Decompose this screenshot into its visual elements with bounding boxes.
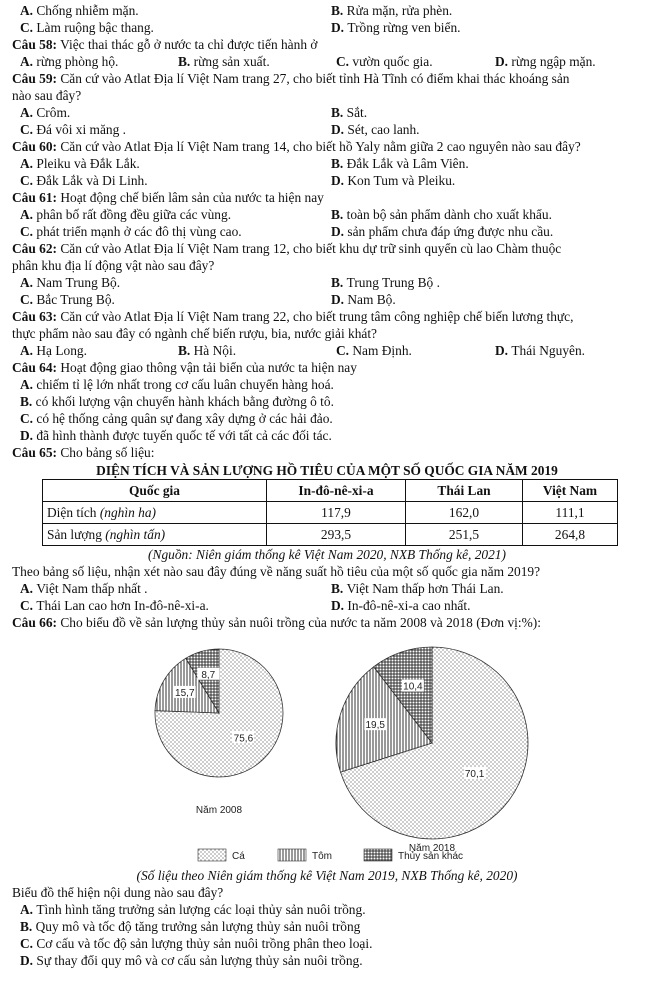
q57-option-b: B. Rửa mặn, rửa phèn. [331, 3, 453, 18]
q64-stem: Câu 64: Hoạt động giao thông vận tải biển của nước ta hiện nay [12, 360, 357, 375]
q57-option-d: D. Trồng rừng ven biển. [331, 20, 461, 35]
table-row [43, 502, 618, 524]
q65-stem: Câu 65: Cho bảng số liệu: [12, 445, 155, 460]
legend [198, 849, 463, 862]
q61-options [12, 206, 642, 223]
q64-option-c: C. có hệ thống cảng quân sự đang xây dựng ở các hải đảo. [20, 411, 333, 426]
q59-stem: Câu 59: Căn cứ vào Atlat Địa lí Việt Nam trang 27, cho biết tỉnh Hà Tĩnh có điểm khai thác khoáng sản [12, 71, 570, 86]
q62-stem: Câu 62: Căn cứ vào Atlat Địa lí Việt Nam trang 12, cho biết khu dự trữ sinh quyển cù lao Chàm thuộc [12, 241, 562, 256]
q60-option-a: A. Pleiku và Đắk Lắk. [20, 156, 140, 171]
q62-option-c: C. Bắc Trung Bộ. [20, 292, 115, 307]
slice-value-label: 70,1 [464, 769, 485, 781]
pie-group [155, 647, 528, 854]
table-title: DIỆN TÍCH VÀ SẢN LƯỢNG HỒ TIÊU CỦA MỘT SỐ QUỐC GIA NĂM 2019 [96, 463, 558, 478]
chart-note: (Số liệu theo Niên giám thống kê Việt Nam 2019, NXB Thống kê, 2020) [136, 868, 518, 883]
q64-option-b: B. có khối lượng vận chuyển hành khách bằng đường ô tô. [20, 394, 334, 409]
table-header: Quốc gia [43, 480, 267, 502]
q63-option-c: C. Nam Định. [336, 343, 412, 358]
q59-option-d: D. Sét, cao lanh. [331, 122, 420, 137]
q66-stem: Câu 66: Cho biểu đồ về sản lượng thủy sản nuôi trồng của nước ta năm 2008 và 2018 (Đơn vị:%): [12, 615, 541, 630]
table-cell: Sản lượng (nghìn tấn) [43, 524, 267, 546]
q63-stem-2: thực phẩm nào sau đây có ngành chế biến rượu, bia, nước giải khát? [12, 326, 378, 341]
q66-ask: Biểu đồ thể hiện nội dung nào sau đây? [12, 885, 224, 900]
q58-stem: Câu 58: Việc thai thác gỗ ở nước ta chỉ được tiến hành ở [12, 37, 318, 52]
q58-options [12, 53, 642, 70]
legend-label: Tôm [312, 851, 332, 862]
q59-option-a: A. Crôm. [20, 105, 71, 120]
table-cell: 117,9 [267, 502, 406, 524]
q60-options [12, 155, 642, 172]
q63-options [12, 342, 642, 359]
q59-option-c: C. Đá vôi xi măng . [20, 122, 127, 137]
table-cell: 251,5 [406, 524, 523, 546]
q57-options-2 [12, 19, 642, 36]
q61-stem: Câu 61: Hoạt động chế biến lâm sản của nước ta hiện nay [12, 190, 324, 205]
q61-option-b: B. toàn bộ sản phẩm dành cho xuất khẩu. [331, 207, 552, 222]
q65-options [12, 580, 642, 597]
slice-value-label: 75,6 [233, 733, 254, 745]
slice-value-label: 15,7 [175, 687, 195, 699]
table-header: Việt Nam [523, 480, 618, 502]
q63-option-a: A. Hạ Long. [20, 343, 87, 358]
q59-options-2 [12, 121, 642, 138]
legend-label: Cá [232, 851, 245, 862]
data-table [42, 479, 618, 546]
q66-option-c: C. Cơ cấu và tốc độ sản lượng thủy sản nuôi trồng phân theo loại. [20, 936, 373, 951]
q61-options-2 [12, 223, 642, 240]
table-row [43, 524, 618, 546]
table-header: Thái Lan [406, 480, 523, 502]
q57-options [12, 2, 642, 19]
slice-value-label: 8,7 [201, 669, 216, 681]
q60-option-b: B. Đắk Lắk và Lâm Viên. [331, 156, 469, 171]
table-source: (Nguồn: Niên giám thống kê Việt Nam 2020, NXB Thống kê, 2021) [148, 547, 506, 562]
q61-option-a: A. phân bố rất đồng đều giữa các vùng. [20, 207, 232, 222]
q61-option-d: D. sản phẩm chưa đáp ứng được nhu cầu. [331, 224, 554, 239]
slice-value-label: 10,4 [403, 681, 423, 693]
q58-option-a: A. rừng phòng hộ. [20, 54, 119, 69]
table-cell: 111,1 [523, 502, 618, 524]
q62-options-2 [12, 291, 642, 308]
legend-swatch-ca [198, 849, 226, 861]
q63-option-b: B. Hà Nội. [178, 343, 237, 358]
q65-option-c: C. Thái Lan cao hơn In-đô-nê-xi-a. [20, 598, 209, 613]
q65-option-b: B. Việt Nam thấp hơn Thái Lan. [331, 581, 504, 596]
q65-option-a: A. Việt Nam thấp nhất . [20, 581, 148, 596]
table-cell: 293,5 [267, 524, 406, 546]
pie-chart-svg [12, 631, 642, 867]
q66-option-d: D. Sự thay đổi quy mô và cơ cấu sản lượng thủy sản nuôi trồng. [20, 953, 363, 968]
q64-option-d: D. đã hình thành được tuyến quốc tế với tất cả các đối tác. [20, 428, 332, 443]
table-cell: 264,8 [523, 524, 618, 546]
pie-year-label: Năm 2008 [195, 805, 243, 816]
q62-stem-2: phân khu địa lí động vật nào sau đây? [12, 258, 215, 273]
q60-option-c: C. Đắk Lắk và Di Linh. [20, 173, 148, 188]
q63-stem: Câu 63: Căn cứ vào Atlat Địa lí Việt Nam trang 22, cho biết trung tâm công nghiệp chế biến lương thực, [12, 309, 574, 324]
legend-swatch-khac [364, 849, 392, 861]
q65-option-d: D. In-đô-nê-xi-a cao nhất. [331, 598, 471, 613]
q57-option-a: A. Chống nhiễm mặn. [20, 3, 139, 18]
q60-option-d: D. Kon Tum và Pleiku. [331, 173, 456, 188]
q59-option-b: B. Sắt. [331, 105, 368, 120]
legend-swatch-tom [278, 849, 306, 861]
q62-options [12, 274, 642, 291]
q58-option-b: B. rừng sản xuất. [178, 54, 270, 69]
legend-label: Thủy sản khác [398, 851, 464, 862]
table-header: In-đô-nê-xi-a [267, 480, 406, 502]
q64-option-a: A. chiếm tỉ lệ lớn nhất trong cơ cấu luân chuyển hàng hoá. [20, 377, 334, 392]
q60-options-2 [12, 172, 642, 189]
q65-ask: Theo bảng số liệu, nhận xét nào sau đây đúng về năng suất hồ tiêu của một số quốc gia năm 2019? [12, 564, 541, 579]
q63-option-d: D. Thái Nguyên. [495, 343, 586, 358]
q62-option-a: A. Nam Trung Bộ. [20, 275, 121, 290]
q65-options-2 [12, 597, 642, 614]
table-cell: Diện tích (nghìn ha) [43, 502, 267, 524]
q60-stem: Câu 60: Căn cứ vào Atlat Địa lí Việt Nam trang 14, cho biết hồ Yaly nằm giữa 2 cao nguyên nào sau đây? [12, 139, 581, 154]
pie-year-label: Năm 2018 [408, 843, 456, 854]
pie-charts [12, 631, 642, 867]
q58-option-d: D. rừng ngập mặn. [495, 54, 596, 69]
q59-options [12, 104, 642, 121]
exam-page [12, 2, 642, 969]
q61-option-c: C. phát triển mạnh ở các đô thị vùng cao. [20, 224, 242, 239]
table-cell: 162,0 [406, 502, 523, 524]
q58-option-c: C. vườn quốc gia. [336, 54, 433, 69]
q66-option-a: A. Tình hình tăng trưởng sản lượng các loại thủy sản nuôi trồng. [20, 902, 366, 917]
table-header-row [43, 480, 618, 502]
q62-option-b: B. Trung Trung Bộ . [331, 275, 440, 290]
q57-option-c: C. Làm ruộng bậc thang. [20, 20, 154, 35]
slice-value-label: 19,5 [365, 720, 385, 732]
q59-stem-2: nào sau đây? [12, 88, 82, 103]
q66-option-b: B. Quy mô và tốc độ tăng trưởng sản lượng thủy sản nuôi trồng [20, 919, 361, 934]
q62-option-d: D. Nam Bộ. [331, 292, 396, 307]
